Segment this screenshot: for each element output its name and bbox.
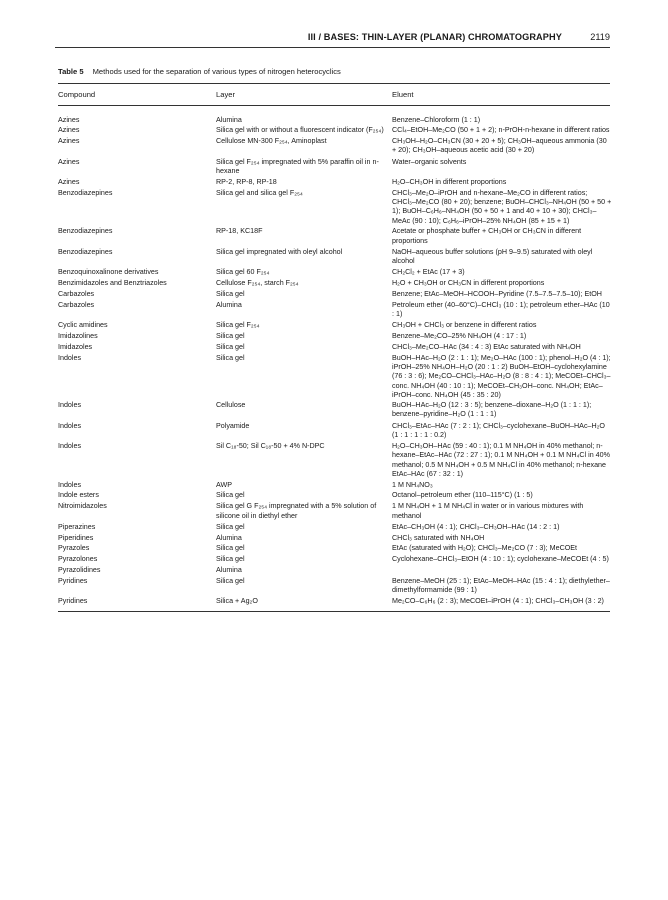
table-row bbox=[58, 301, 610, 322]
page-number: 2119 bbox=[590, 32, 610, 42]
compound-cell: Indoles bbox=[58, 421, 82, 430]
layer-cell: RP-2, RP-8, RP-18 bbox=[216, 178, 277, 187]
compound-cell: Indole esters bbox=[58, 491, 99, 500]
compound-cell: Azines bbox=[58, 126, 80, 135]
layer-cell: Silica gel bbox=[216, 491, 245, 500]
eluent-cell: CH₃OH–H₂O–CH₃CN (30 + 20 + 5); CH₃OH–aqueous ammonia (30 + 20); CH₃OH–aqueous acetic acid (30 + 20) bbox=[392, 137, 607, 155]
eluent-cell: H₂O–CH₃OH–HAc (59 : 40 : 1); 0.1 M NH₄OH in 40% methanol; n-hexane–EtAc–HAc (72 : 27 : 1); 0.1 M NH₄OH + 0.1 M NH₄Cl in 40% methanol; 0.5 M NH₄OH + 0.5 M NH₄Cl in 40% methanol; n-hexane EtAc–HAc (67 : 32 : 1) bbox=[392, 442, 610, 479]
table-row bbox=[58, 116, 610, 127]
column-header-eluent: Eluent bbox=[392, 90, 414, 99]
eluent-cell: CH₂Cl₂ + EtAc (17 + 3) bbox=[392, 268, 465, 277]
eluent-cell: BuOH–HAc–H₂O (2 : 1 : 1); Me₂O–HAc (100 : 1); phenol–H₂O (4 : 1); iPrOH–25% NH₄OH–H₂O (20 : 1 : 2) BuOH–EtOH–cyclohexylamine (76 : 3 : 6); Me₂CO–CHCl₃–HAc–H₂O (8 : 8 : 4 : 1); MeCOEt–CHCl₃–conc. NH₄OH (40 : 10 : 1); MeCOEt–CH₃OH–conc. NH₄OH; EtAc–iPrOH–conc. NH₄OH (45 : 35 : 20) bbox=[392, 353, 611, 399]
eluent-cell: CHCl₃–Me₂O–iPrOH and n-hexane–Me₂CO in different ratios; CHCl₃–Me₂CO (80 + 20); benzene; BuOH–CHCl₃–NH₄OH (50 + 50 + 1); BuOH–C₆H₆–NH₄OH (50 + 50 + 1 and 40 + 10 + 30); CHCl₃–MeAc (90 : 10); C₆H₆–iPrOH–25% NH₄OH (85 + 15 + 1) bbox=[392, 188, 612, 225]
eluent-cell: Benzene–Me₂CO–25% NH₄OH (4 : 17 : 1) bbox=[392, 332, 527, 341]
table-row bbox=[58, 442, 610, 481]
table-body bbox=[58, 116, 610, 609]
layer-cell: Silica + Ag₂O bbox=[216, 597, 258, 606]
compound-cell: Carbazoles bbox=[58, 300, 95, 309]
table-row bbox=[58, 189, 610, 228]
eluent-cell: CH₃OH + CHCl₃ or benzene in different ratios bbox=[392, 321, 537, 330]
table-row bbox=[58, 401, 610, 422]
table-row bbox=[58, 422, 610, 443]
table-row bbox=[58, 577, 610, 598]
table-row bbox=[58, 137, 610, 158]
layer-cell: Cellulose bbox=[216, 401, 246, 410]
eluent-cell: Water–organic solvents bbox=[392, 157, 467, 166]
table-row bbox=[58, 248, 610, 269]
table-row bbox=[58, 481, 610, 492]
compound-cell: Benzoquinoxalinone derivatives bbox=[58, 268, 159, 277]
eluent-cell: Benzene–MeOH (25 : 1); EtAc–MeOH–HAc (15 : 4 : 1); diethylether–dimethylformamide (99 : 1) bbox=[392, 576, 610, 595]
layer-cell: Silica gel bbox=[216, 353, 245, 362]
eluent-cell: 1 M NH₄OH + 1 M NH₄Cl in water or in various mixtures with methanol bbox=[392, 502, 584, 520]
layer-cell: Alumina bbox=[216, 300, 242, 309]
eluent-cell: Cyclohexane–CHCl₃–EtOH (4 : 10 : 1); cyclohexane–MeCOEt (4 : 5) bbox=[392, 555, 609, 564]
compound-cell: Indoles bbox=[58, 480, 82, 489]
compound-cell: Indoles bbox=[58, 442, 82, 451]
table-row bbox=[58, 126, 610, 137]
table-header-rule bbox=[58, 105, 610, 106]
compound-cell: Piperazines bbox=[58, 522, 96, 531]
eluent-cell: H₂O–CH₃OH in different proportions bbox=[392, 178, 507, 187]
layer-cell: Silica gel bbox=[216, 289, 245, 298]
compound-cell: Carbazoles bbox=[58, 289, 95, 298]
layer-cell: Silica gel 60 F₂₅₄ bbox=[216, 268, 270, 277]
table-row bbox=[58, 523, 610, 534]
compound-cell: Azines bbox=[58, 137, 80, 146]
layer-cell: Silica gel G F₂₅₄ impregnated with a 5% solution of silicone oil in diethyl ether bbox=[216, 502, 377, 520]
layer-cell: Cellulose F₂₅₄, starch F₂₅₄ bbox=[216, 279, 299, 288]
table-label: Table 5 bbox=[58, 67, 84, 76]
table-row bbox=[58, 491, 610, 502]
compound-cell: Benzodiazepines bbox=[58, 227, 113, 236]
layer-cell: Silica gel bbox=[216, 522, 245, 531]
table-row bbox=[58, 544, 610, 555]
table-row bbox=[58, 178, 610, 189]
layer-cell: Alumina bbox=[216, 565, 242, 574]
layer-cell: AWP bbox=[216, 480, 232, 489]
layer-cell: Silica gel bbox=[216, 576, 245, 585]
eluent-cell: CHCl₃ saturated with NH₄OH bbox=[392, 533, 485, 542]
eluent-cell: Octanol–petroleum ether (110–115°C) (1 : 5) bbox=[392, 491, 533, 500]
compound-cell: Indoles bbox=[58, 353, 82, 362]
compound-cell: Nitroimidazoles bbox=[58, 502, 107, 511]
layer-cell: Silica gel with or without a fluorescent indicator (F₂₅₄) bbox=[216, 126, 384, 135]
compound-cell: Benzodiazepines bbox=[58, 188, 113, 197]
compound-cell: Pyrazolidines bbox=[58, 565, 101, 574]
eluent-cell: NaOH–aqueous buffer solutions (pH 9–9.5) saturated with oleyl alcohol bbox=[392, 247, 593, 266]
compound-cell: Indoles bbox=[58, 401, 82, 410]
compound-cell: Azines bbox=[58, 157, 80, 166]
eluent-cell: Acetate or phosphate buffer + CH₃OH or CH₃CN in different proportions bbox=[392, 227, 582, 245]
layer-cell: Cellulose MN-300 F₂₅₄, Aminoplast bbox=[216, 137, 327, 146]
layer-cell: Silica gel impregnated with oleyl alcohol bbox=[216, 247, 343, 256]
table-row bbox=[58, 534, 610, 545]
compound-cell: Benzodiazepines bbox=[58, 247, 113, 256]
eluent-cell: BuOH–HAc–H₂O (12 : 3 : 5); benzene–dioxane–H₂O (1 : 1 : 1); benzene–pyridine–H₂O (1 : 1 : 1) bbox=[392, 401, 592, 419]
table-row bbox=[58, 343, 610, 354]
table-top-rule bbox=[58, 83, 610, 84]
layer-cell: Alumina bbox=[216, 115, 242, 124]
column-header-compound: Compound bbox=[58, 90, 96, 99]
compound-cell: Azines bbox=[58, 178, 80, 187]
table-row bbox=[58, 158, 610, 179]
table-row bbox=[58, 502, 610, 523]
compound-cell: Benzimidazoles and Benztriazoles bbox=[58, 279, 167, 288]
eluent-cell: CHCl₃–EtAc–HAc (7 : 2 : 1); CHCl₃–cyclohexane–BuOH–HAc–H₂O (1 : 1 : 1 : 1 : 0.2) bbox=[392, 421, 605, 439]
eluent-cell: CCl₄–EtOH–Me₂CO (50 + 1 + 2); n-PrOH-n-hexane in different ratios bbox=[392, 126, 610, 135]
compound-cell: Pyrazolones bbox=[58, 555, 98, 564]
compound-cell: Imidazoles bbox=[58, 342, 93, 351]
layer-cell: Silica gel F₂₅₄ bbox=[216, 321, 260, 330]
eluent-cell: 1 M NH₄NO₃ bbox=[392, 480, 433, 489]
layer-cell: RP-18, KC18F bbox=[216, 227, 263, 236]
eluent-cell: H₂O + CH₃OH or CH₃CN in different proportions bbox=[392, 279, 545, 288]
table-row bbox=[58, 332, 610, 343]
layer-cell: Polyamide bbox=[216, 421, 250, 430]
layer-cell: Silica gel and silica gel F₂₅₄ bbox=[216, 188, 303, 197]
eluent-cell: Benzene–Chloroform (1 : 1) bbox=[392, 115, 481, 124]
eluent-cell: Petroleum ether (40–60°C)–CHCl₃ (10 : 1); petroleum ether–HAc (10 : 1) bbox=[392, 300, 610, 319]
layer-cell: Silica gel bbox=[216, 544, 245, 553]
table-row bbox=[58, 566, 610, 577]
table-row bbox=[58, 597, 610, 608]
column-header-layer: Layer bbox=[216, 90, 235, 99]
eluent-cell: Me₂CO–C₆H₆ (2 : 3); MeCOEt–iPrOH (4 : 1); CHCl₃–CH₃OH (3 : 2) bbox=[392, 597, 604, 606]
table-row bbox=[58, 555, 610, 566]
table-row bbox=[58, 321, 610, 332]
table-row bbox=[58, 290, 610, 301]
table-row bbox=[58, 268, 610, 279]
running-header bbox=[55, 31, 610, 48]
table-caption bbox=[58, 67, 341, 76]
table-bottom-rule bbox=[58, 611, 610, 612]
layer-cell: Alumina bbox=[216, 533, 242, 542]
compound-cell: Cyclic amidines bbox=[58, 321, 108, 330]
table-row bbox=[58, 227, 610, 248]
eluent-cell: EtAc (saturated with H₂O); CHCl₃–Me₂CO (7 : 3); MeCOEt bbox=[392, 544, 578, 553]
compound-cell: Pyrazoles bbox=[58, 544, 90, 553]
table-row bbox=[58, 354, 610, 402]
eluent-cell: CHCl₃–Me₂CO–HAc (34 : 4 : 3) EtAc saturated with NH₄OH bbox=[392, 342, 581, 351]
layer-cell: Silica gel bbox=[216, 342, 245, 351]
compound-cell: Azines bbox=[58, 115, 80, 124]
compound-cell: Piperidines bbox=[58, 533, 94, 542]
section-title: III / BASES: THIN-LAYER (PLANAR) CHROMATOGRAPHY bbox=[307, 32, 562, 42]
layer-cell: Silica gel F₂₅₄ impregnated with 5% paraffin oil in n-hexane bbox=[216, 157, 379, 175]
layer-cell: Silica gel bbox=[216, 555, 245, 564]
table-row bbox=[58, 279, 610, 290]
compound-cell: Pyridines bbox=[58, 576, 88, 585]
eluent-cell: EtAc–CH₃OH (4 : 1); CHCl₃–CH₃OH–HAc (14 : 2 : 1) bbox=[392, 522, 560, 531]
layer-cell: Sil C₁₈-50; Sil C₁₈-50 + 4% N-DPC bbox=[216, 442, 325, 451]
table-title: Methods used for the separation of various types of nitrogen heterocyclics bbox=[92, 67, 341, 76]
compound-cell: Pyridines bbox=[58, 597, 88, 606]
layer-cell: Silica gel bbox=[216, 332, 245, 341]
eluent-cell: Benzene; EtAc–MeOH–HCOOH–Pyridine (7.5–7.5–7.5–10); EtOH bbox=[392, 289, 602, 298]
compound-cell: Imidazolines bbox=[58, 332, 98, 341]
